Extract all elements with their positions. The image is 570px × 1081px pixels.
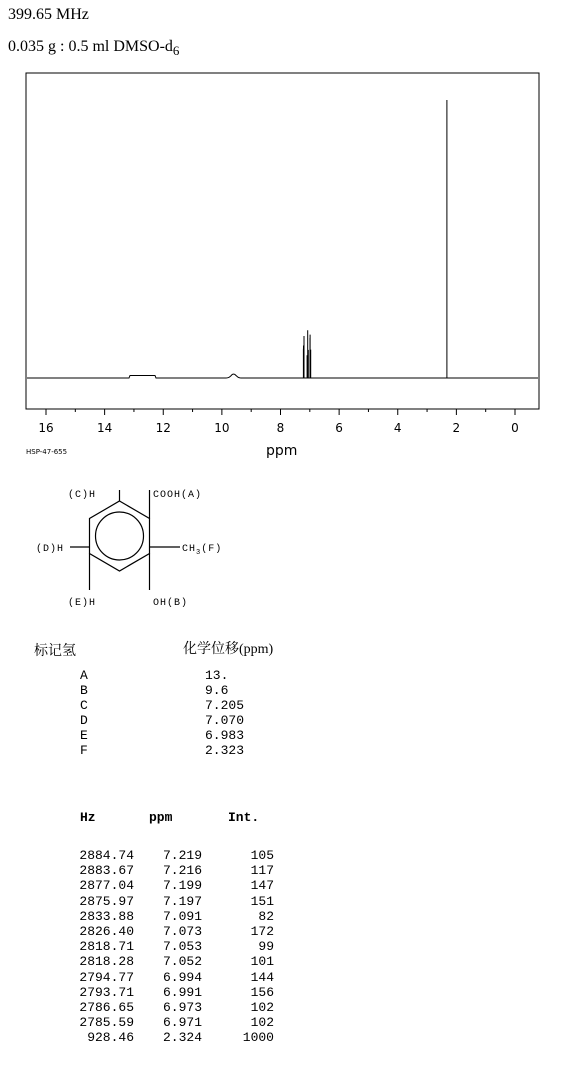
peak-hz: 2794.77: [79, 969, 134, 985]
peak-hz: 2833.88: [79, 908, 134, 924]
peak-int: 99: [258, 939, 274, 955]
plot-frame: [26, 73, 539, 409]
assignment-label: E: [80, 728, 88, 743]
peak-hz: 2793.71: [79, 984, 134, 1000]
x-axis-label: ppm: [266, 443, 298, 459]
assignment-label: D: [80, 713, 88, 728]
peak-int: 102: [250, 999, 274, 1015]
label-e: (E)H: [68, 598, 97, 609]
sample-subscript: 6: [172, 43, 180, 58]
spectrum-trace: [27, 100, 538, 378]
peak-ppm: 6.971: [162, 1015, 202, 1031]
x-axis-tick-labels: [38, 421, 518, 435]
peak-hz: 2883.67: [79, 863, 134, 879]
peak-ppm: 7.199: [162, 878, 202, 894]
nmr-spectrum-plot: [0, 0, 570, 440]
assignment-label: C: [80, 698, 88, 713]
label-b: OH(B): [153, 598, 189, 609]
assignment-header-shift: 化学位移(ppm): [183, 642, 274, 657]
x-tick-label: 2: [452, 421, 461, 435]
assignment-label: F: [80, 743, 88, 758]
chemical-structure: [30, 480, 230, 610]
peak-int: 82: [258, 908, 274, 924]
x-tick-label: 10: [214, 421, 230, 435]
assignment-header-label: 标记氢: [34, 644, 76, 659]
peak-ppm: 7.197: [162, 893, 202, 909]
peak-ppm: 7.053: [162, 939, 202, 955]
spectrum-code: HSP-47-655: [26, 448, 68, 456]
label-c: (C)H: [68, 490, 97, 501]
x-tick-label: 6: [335, 421, 343, 435]
assignment-label: A: [80, 668, 88, 683]
header-hz: Hz: [80, 810, 96, 825]
header-ppm: ppm: [149, 810, 173, 825]
peak-hz: 2786.65: [79, 999, 134, 1015]
assignment-shift: 9.6: [205, 683, 229, 698]
peak-ppm: 2.324: [162, 1030, 202, 1046]
peak-hz: 2818.71: [79, 939, 134, 955]
peak-int: 151: [250, 893, 274, 909]
x-tick-label: 0: [511, 421, 519, 435]
header-int: Int.: [228, 810, 260, 825]
label-f-main: CH: [182, 544, 197, 555]
peak-hz: 2785.59: [79, 1015, 134, 1031]
label-f-sub: 3: [196, 549, 202, 557]
peak-hz: 2875.97: [79, 893, 134, 909]
peak-int: 172: [250, 923, 274, 939]
peak-ppm: 7.216: [162, 863, 202, 879]
label-d: (D)H: [36, 544, 65, 555]
peak-int: 147: [250, 878, 274, 894]
assignment-shift: 13.: [205, 668, 229, 683]
peak-hz: 928.46: [87, 1030, 134, 1046]
aromatic-circle: [96, 512, 144, 560]
peak-int: 102: [250, 1015, 274, 1031]
label-a: COOH(A): [153, 490, 203, 501]
x-axis-ticks: [46, 409, 515, 415]
label-f-tail: (F): [201, 544, 223, 555]
spectrometer-frequency: 399.65 MHz: [8, 6, 89, 23]
assignment-shift: 2.323: [205, 743, 245, 758]
peak-int: 156: [250, 984, 274, 1000]
peak-ppm: 7.219: [162, 848, 202, 863]
x-tick-label: 12: [155, 421, 171, 435]
peak-ppm: 6.994: [162, 969, 202, 985]
x-tick-label: 16: [38, 421, 54, 435]
peak-ppm: 7.052: [162, 954, 202, 970]
peak-int: 117: [250, 863, 274, 879]
peak-ppm: 6.973: [162, 999, 202, 1015]
assignment-shift: 7.205: [205, 698, 245, 713]
x-tick-label: 8: [276, 421, 285, 435]
x-tick-label: 14: [96, 421, 113, 435]
sample-text: 0.035 g : 0.5 ml DMSO-d: [8, 38, 173, 55]
x-tick-label: 4: [393, 421, 402, 435]
peak-ppm: 6.991: [162, 984, 202, 1000]
assignment-shift: 6.983: [205, 728, 245, 743]
peak-int: 105: [250, 848, 274, 863]
peak-hz: 2826.40: [79, 923, 134, 939]
peak-hz: 2884.74: [79, 848, 134, 863]
peak-ppm: 7.091: [162, 908, 202, 924]
label-f: [182, 543, 222, 557]
assignment-shift: 7.070: [205, 713, 245, 728]
peak-int: 144: [250, 969, 274, 985]
peak-int: 1000: [242, 1030, 274, 1046]
peak-hz: 2818.28: [79, 954, 134, 970]
peak-int: 101: [250, 954, 274, 970]
peak-ppm: 7.073: [162, 923, 202, 939]
assignment-label: B: [80, 683, 88, 698]
peak-hz: 2877.04: [79, 878, 134, 894]
